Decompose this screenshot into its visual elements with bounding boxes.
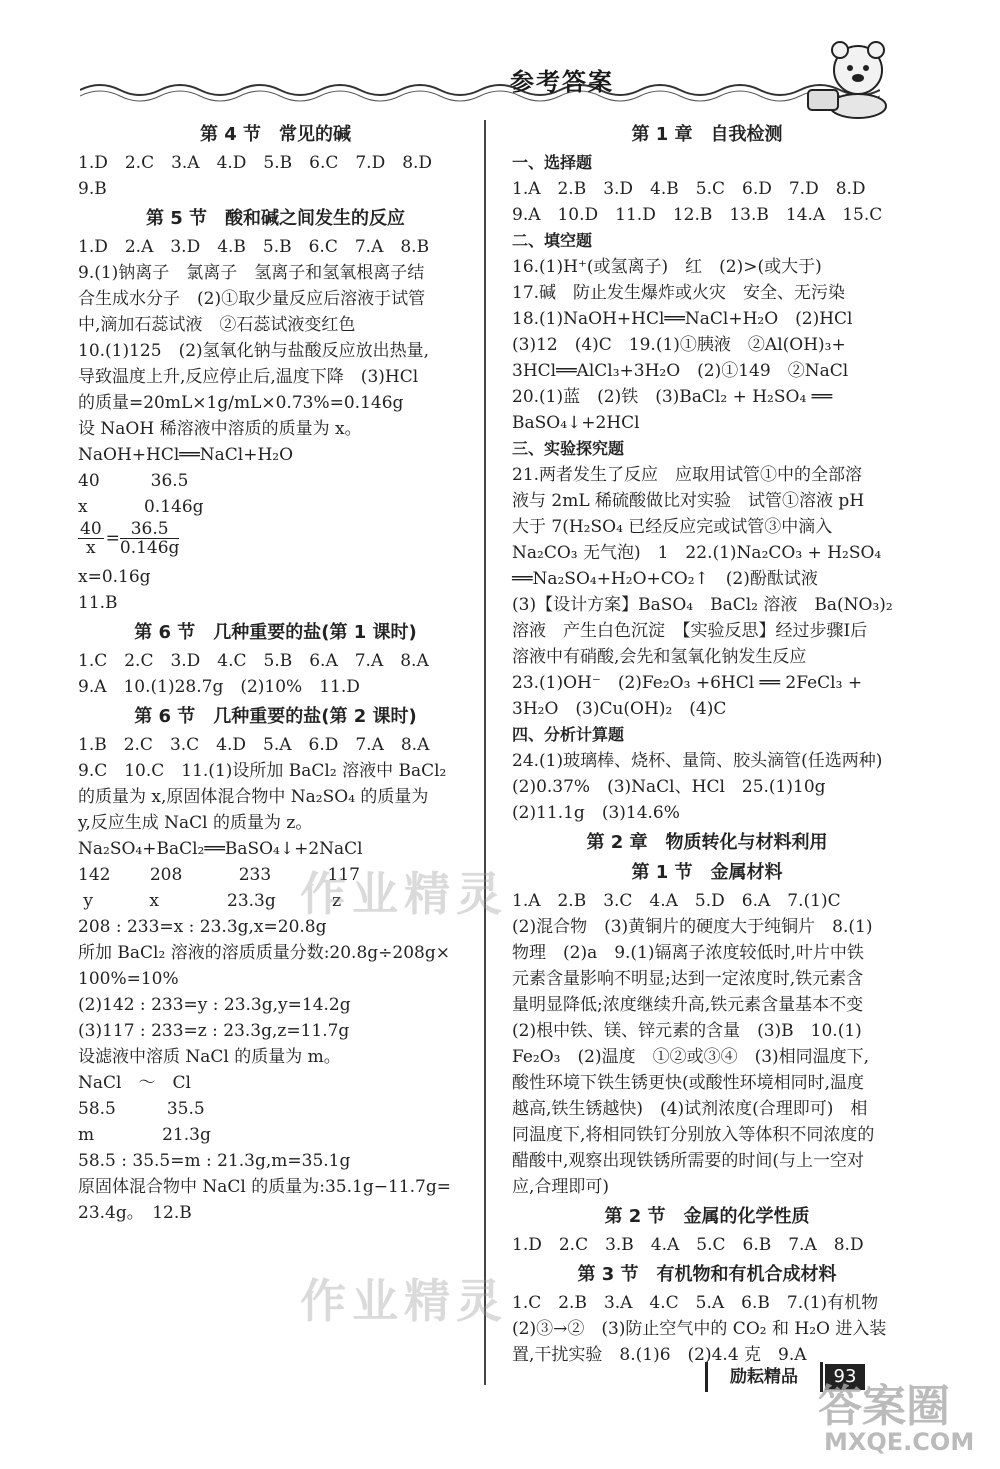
bear-mascot-icon <box>800 40 900 120</box>
answer-line: 醋酸中,观察出现铁锈所需要的时间(与上一空对 <box>512 1151 865 1171</box>
page-number: 93 <box>825 1364 865 1390</box>
header-wave-line <box>80 72 880 102</box>
answer-line: 量明显降低;浓度继续升高,铁元素含量基本不变 <box>512 995 864 1015</box>
answer-line: (2)③→② (3)防止空气中的 CO₂ 和 H₂O 进入装 <box>512 1319 887 1339</box>
section-heading: 第 1 节 金属材料 <box>631 862 783 883</box>
subsection-heading: 三、实验探究题 <box>512 439 625 458</box>
answer-line: (2)根中铁、镁、锌元素的含量 (3)B 10.(1) <box>512 1021 862 1041</box>
answer-line: 1.D 2.C 3.B 4.A 5.C 6.B 7.A 8.D <box>512 1235 864 1255</box>
answer-line: NaCl ～ Cl <box>78 1073 191 1093</box>
answer-line: 10.(1)125 (2)氢氧化钠与盐酸反应放出热量, <box>78 341 430 361</box>
answer-line: 越高,铁生锈越快) (4)试剂浓度(合理即可) 相 <box>512 1099 868 1119</box>
answer-line: 1.A 2.B 3.D 4.B 5.C 6.D 7.D 8.D <box>512 179 866 199</box>
answer-line: (3)12 (4)C 19.(1)①胰液 ②Al(OH)₃+ <box>512 335 846 355</box>
answer-line: 1.D 2.A 3.D 4.B 5.B 6.C 7.A 8.B <box>78 237 430 257</box>
site-logo-text: 答案圈 <box>818 1381 950 1432</box>
answer-line: BaSO₄↓+2HCl <box>512 413 640 433</box>
answer-line: 17.碱 防止发生爆炸或火灾 安全、无污染 <box>512 283 846 303</box>
page-title: 参考答案 <box>510 67 614 96</box>
fraction-denominator: 0.146g <box>119 538 180 558</box>
answer-line: 合生成水分子 (2)①取少量反应后溶液于试管 <box>78 289 426 309</box>
fraction-numerator: 40 <box>80 519 102 539</box>
answer-line: 142 208 233 117 <box>78 865 361 885</box>
answer-line: NaOH+HCl══NaCl+H₂O <box>78 445 294 465</box>
fraction-denominator: x <box>86 538 96 558</box>
answer-line: 9.C 10.C 11.(1)设所加 BaCl₂ 溶液中 BaCl₂ <box>78 761 447 781</box>
answer-line: 16.(1)H⁺(或氢离子) 红 (2)>(或大于) <box>512 257 822 277</box>
answer-line: 1.C 2.C 3.D 4.C 5.B 6.A 7.A 8.A <box>78 651 429 671</box>
answer-line: 酸性环境下铁生锈更快(或酸性环境相同时,温度 <box>512 1073 865 1093</box>
answer-line: 置,干扰实验 8.(1)6 (2)4.4 克 9.A <box>512 1345 807 1365</box>
answer-line: 大于 7(H₂SO₄ 已经反应完或试管③中滴入 <box>512 517 833 537</box>
answer-line: 1.A 2.B 3.C 4.A 5.D 6.A 7.(1)C <box>512 891 841 911</box>
answer-line: 58.5 35.5 <box>78 1099 205 1119</box>
answer-line: (2)142 : 233=y : 23.3g,y=14.2g <box>78 995 351 1015</box>
answer-line: 应,合理即可) <box>512 1177 610 1197</box>
brand-label: 励耘精品 <box>705 1362 823 1392</box>
answer-line: 导致温度上升,反应停止后,温度下降 (3)HCl <box>78 367 419 387</box>
answer-line: ══Na₂SO₄+H₂O+CO₂↑ (2)酚酞试液 <box>512 569 818 589</box>
answer-line: 9.A 10.(1)28.7g (2)10% 11.D <box>78 677 360 697</box>
site-logo <box>818 1370 988 1465</box>
section-heading: 第 5 节 酸和碱之间发生的反应 <box>145 208 406 229</box>
section-heading: 第 1 章 自我检测 <box>631 124 783 145</box>
answer-line: (2)混合物 (3)黄铜片的硬度大于纯铜片 8.(1) <box>512 917 873 937</box>
section-heading: 第 6 节 几种重要的盐(第 1 课时) <box>134 622 417 643</box>
answer-line: 3H₂O (3)Cu(OH)₂ (4)C <box>512 699 727 719</box>
answer-line: 1.D 2.C 3.A 4.D 5.B 6.C 7.D 8.D <box>78 153 433 173</box>
answer-line: m 21.3g <box>78 1125 211 1145</box>
answer-line: 元素含量影响不明显;达到一定浓度时,铁元素含 <box>512 969 864 989</box>
fraction-numerator: 36.5 <box>120 520 180 539</box>
fraction-equation <box>78 520 473 564</box>
answer-line: 23.(1)OH⁻ (2)Fe₂O₃ +6HCl ══ 2FeCl₃ + <box>512 673 863 693</box>
answer-line: 1.C 2.B 3.A 4.C 5.A 6.B 7.(1)有机物 <box>512 1293 879 1313</box>
answer-line: 23.4g。 12.B <box>78 1203 192 1223</box>
answer-line: Fe₂O₃ (2)温度 ①②或③④ (3)相同温度下, <box>512 1047 870 1067</box>
subsection-heading: 一、选择题 <box>512 153 593 172</box>
answer-line: 40 36.5 <box>78 471 189 491</box>
subsection-heading: 二、填空题 <box>512 231 593 250</box>
fraction <box>120 520 180 557</box>
answer-line: 21.两者发生了反应 应取用试管①中的全部溶 <box>512 465 863 485</box>
answer-line: 溶液 产生白色沉淀 【实验反思】经过步骤Ⅰ后 <box>512 621 868 641</box>
section-heading: 第 3 节 有机物和有机合成材料 <box>577 1264 837 1285</box>
answer-line: x 0.146g <box>78 497 204 517</box>
answer-line: 原固体混合物中 NaCl 的质量为:35.1g−11.7g= <box>78 1177 451 1197</box>
answer-line: 11.B <box>78 593 118 613</box>
answer-line: 3HCl══AlCl₃+3H₂O (2)①149 ②NaCl <box>512 361 849 381</box>
section-heading: 第 2 章 物质转化与材料利用 <box>586 832 828 853</box>
right-column <box>512 118 902 1368</box>
answer-line: 溶液中有硝酸,会先和氢氧化钠发生反应 <box>512 647 807 667</box>
section-heading: 第 2 节 金属的化学性质 <box>604 1206 810 1227</box>
answer-line: 100%=10% <box>78 969 179 989</box>
answer-line: 24.(1)玻璃棒、烧杯、量筒、胶头滴管(任选两种) <box>512 751 883 771</box>
answer-line: (2)0.37% (3)NaCl、HCl 25.(1)10g <box>512 777 826 797</box>
answer-line: 的质量为 x,原固体混合物中 Na₂SO₄ 的质量为 <box>78 787 429 807</box>
site-logo-url: MXQE.COM <box>824 1428 975 1456</box>
answer-line: (2)11.1g (3)14.6% <box>512 803 680 823</box>
answer-line: 9.(1)钠离子 氯离子 氢离子和氢氧根离子结 <box>78 263 425 283</box>
left-column <box>78 118 473 1226</box>
subsection-heading: 四、分析计算题 <box>512 725 625 744</box>
answer-line: Na₂SO₄+BaCl₂══BaSO₄↓+2NaCl <box>78 839 363 859</box>
fraction <box>78 520 104 557</box>
answer-line: 设滤液中溶质 NaCl 的质量为 m。 <box>78 1047 341 1067</box>
column-divider <box>484 120 486 1385</box>
answer-line: 9.A 10.D 11.D 12.B 13.B 14.A 15.C <box>512 205 883 225</box>
answer-line: 1.B 2.C 3.C 4.D 5.A 6.D 7.A 8.A <box>78 735 430 755</box>
answer-line: (3)【设计方案】BaSO₄ BaCl₂ 溶液 Ba(NO₃)₂ <box>512 595 893 615</box>
answer-line: y,反应生成 NaCl 的质量为 z。 <box>78 813 313 833</box>
answer-line: Na₂CO₃ 无气泡) 1 22.(1)Na₂CO₃ + H₂SO₄ <box>512 543 882 563</box>
answer-line: 设 NaOH 稀溶液中溶质的质量为 x。 <box>78 419 362 439</box>
answer-line: 9.B <box>78 179 107 199</box>
answer-line: 208 : 233=x : 23.3g,x=20.8g <box>78 917 327 937</box>
answer-line: y x 23.3g z <box>78 891 342 911</box>
answer-line: 同温度下,将相同铁钉分别放入等体积不同浓度的 <box>512 1125 875 1145</box>
answer-line: 的质量=20mL×1g/mL×0.73%=0.146g <box>78 393 404 413</box>
answer-line: 中,滴加石蕊试液 ②石蕊试液变红色 <box>78 315 356 335</box>
answer-line: 物理 (2)a 9.(1)镉离子浓度较低时,叶片中铁 <box>512 943 864 963</box>
answer-line: 58.5 : 35.5=m : 21.3g,m=35.1g <box>78 1151 351 1171</box>
answer-line: x=0.16g <box>78 567 151 587</box>
section-heading: 第 4 节 常见的碱 <box>199 124 352 145</box>
answer-line: 18.(1)NaOH+HCl══NaCl+H₂O (2)HCl <box>512 309 853 329</box>
answer-line: (3)117 : 233=z : 23.3g,z=11.7g <box>78 1021 350 1041</box>
answer-line: 20.(1)蓝 (2)铁 (3)BaCl₂ + H₂SO₄ ══ <box>512 387 833 407</box>
answer-line: 液与 2mL 稀硫酸做比对实验 试管①溶液 pH <box>512 491 865 511</box>
watermark: 作业精灵 <box>300 867 508 921</box>
watermark: 作业精灵 <box>300 1274 508 1328</box>
section-heading: 第 6 节 几种重要的盐(第 2 课时) <box>134 706 417 727</box>
equals-sign: = <box>105 528 120 549</box>
answer-line: 所加 BaCl₂ 溶液的溶质质量分数:20.8g÷208g× <box>78 943 450 963</box>
